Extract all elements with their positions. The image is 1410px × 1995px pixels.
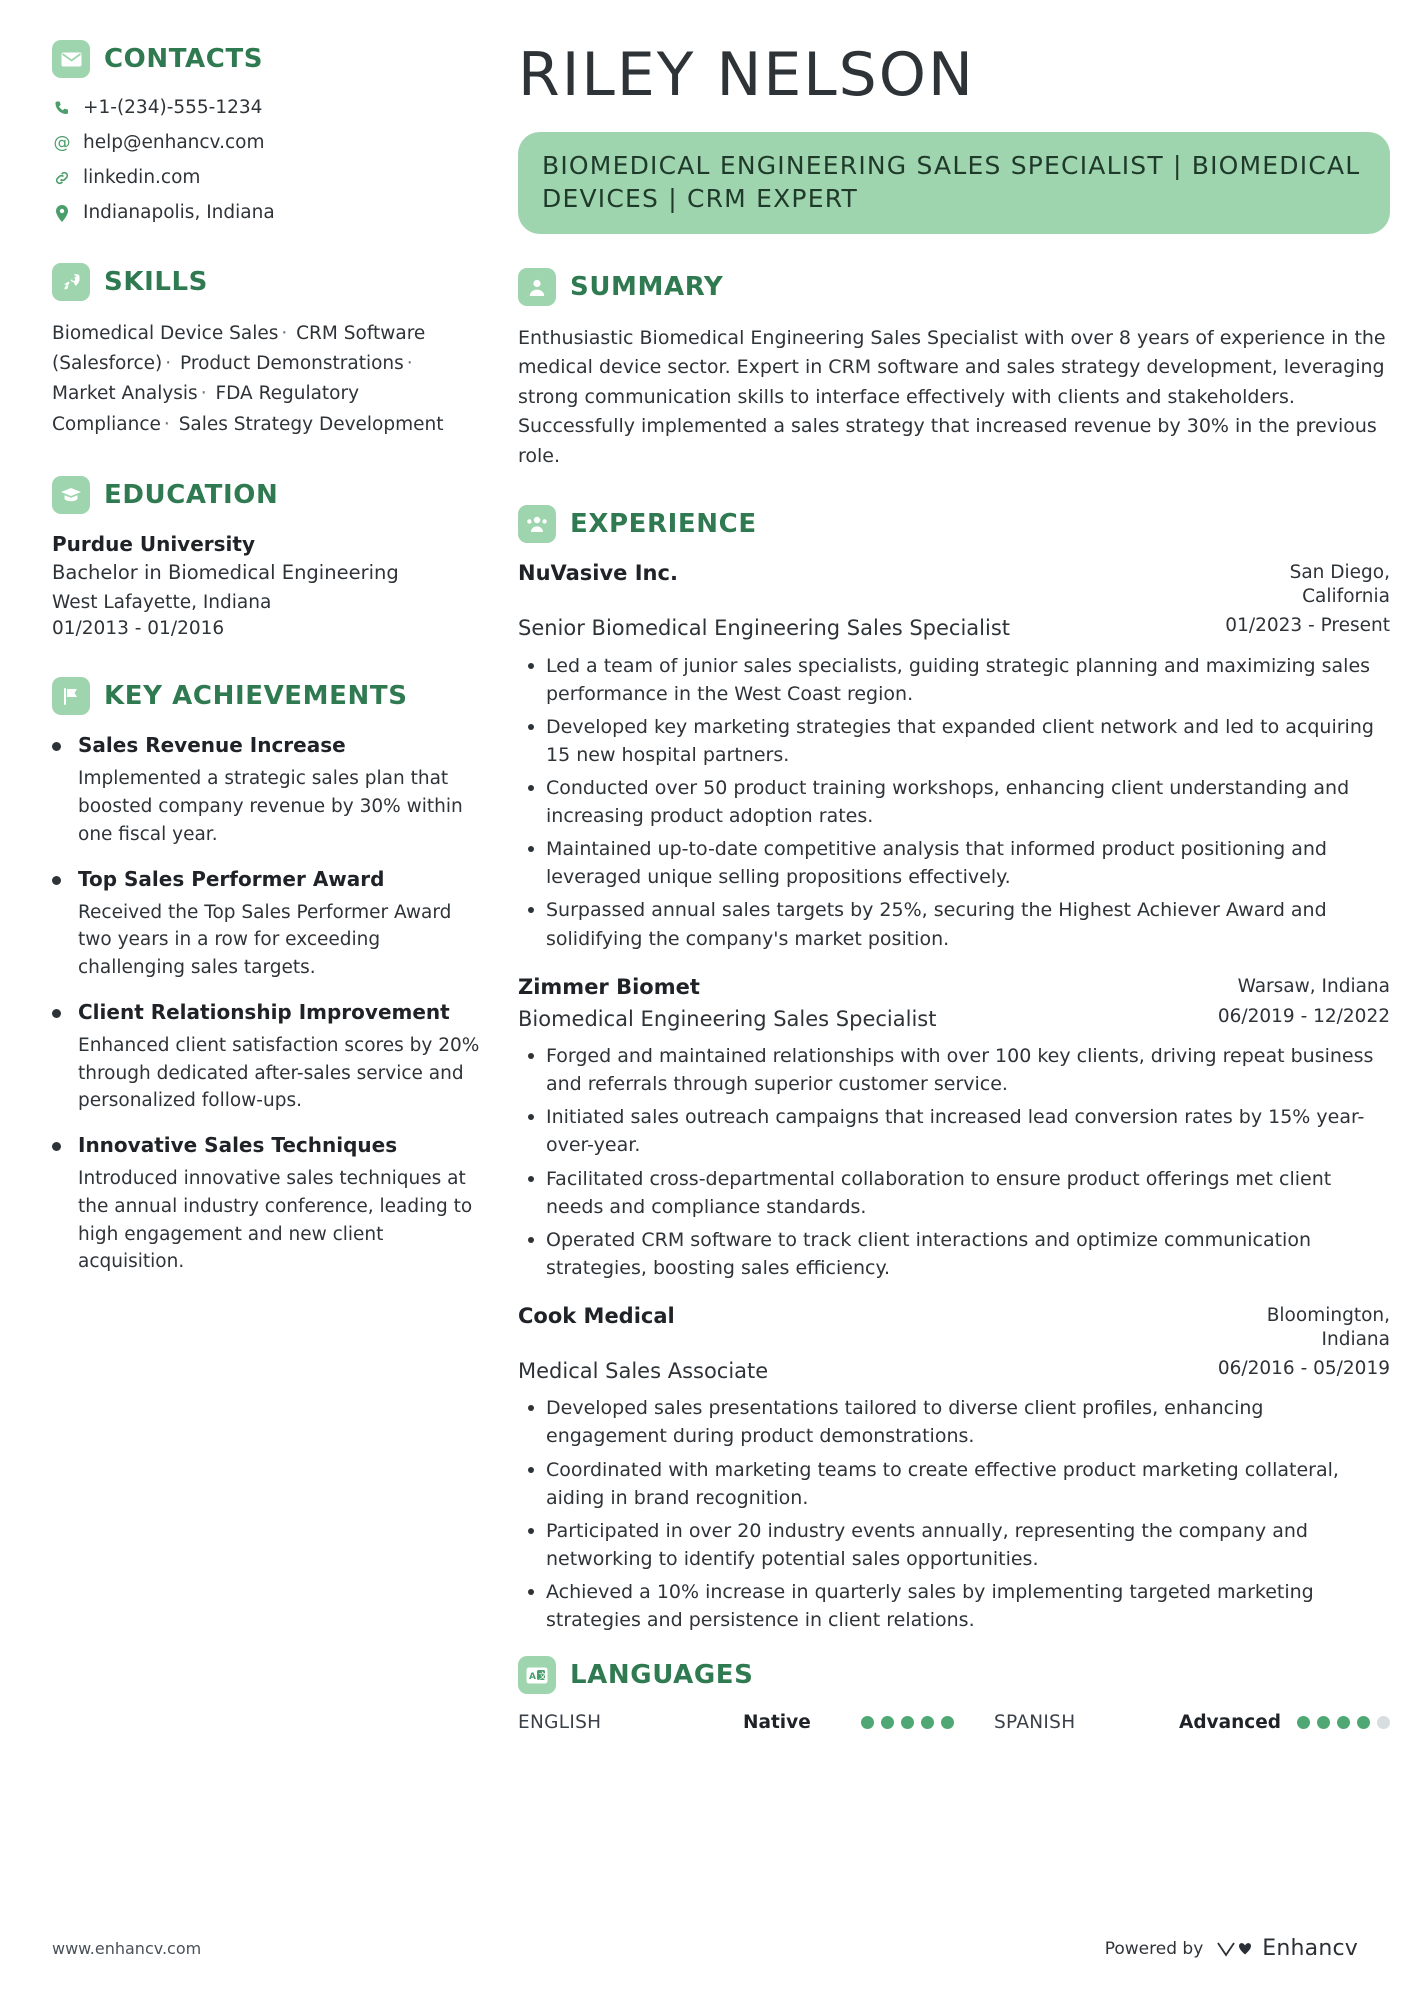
skills-title: SKILLS: [104, 267, 209, 298]
achievement-description: Received the Top Sales Performer Award two years in a row for exceeding challenging sales targets.: [78, 901, 452, 979]
footer-branding: [1105, 1936, 1358, 1961]
job-bullet: Coordinated with marketing teams to create effective product marketing collateral, aiding in brand recognition.: [544, 1456, 1390, 1512]
language-level: Native: [743, 1712, 811, 1734]
job-bullet: Achieved a 10% increase in quarterly sales by implementing targeted marketing strategies and persistence in client relations.: [544, 1578, 1390, 1634]
skills-section-header: [52, 263, 482, 301]
achievement-item: [52, 733, 482, 848]
main-content: [512, 40, 1390, 1733]
job-bullet: Developed sales presentations tailored to diverse client profiles, enhancing engagement during product demonstrations.: [544, 1394, 1390, 1450]
achievement-title: Sales Revenue Increase: [78, 733, 346, 758]
bullet-icon: [52, 1142, 66, 1276]
graduation-cap-icon: [52, 476, 90, 514]
bullet-icon: [52, 742, 66, 848]
contact-link-value: linkedin.com: [83, 167, 201, 189]
language-name: ENGLISH: [518, 1712, 602, 1734]
rocket-icon: [52, 263, 90, 301]
contact-email-value: help@enhancv.com: [83, 132, 265, 154]
contact-location: [52, 201, 482, 225]
experience-title: EXPERIENCE: [570, 509, 757, 540]
translate-icon: [518, 1656, 556, 1694]
education-section-header: [52, 476, 482, 514]
skill-item: Product Demonstrations: [180, 353, 404, 375]
job-bullet: Operated CRM software to track client interactions and optimize communication strategies, boosting sales efficiency.: [544, 1226, 1390, 1282]
job-bullet: Led a team of junior sales specialists, guiding strategic planning and maximizing sales performance in the West Coast region.: [544, 652, 1390, 708]
at-sign-icon: @: [53, 133, 71, 154]
job-location: Warsaw, Indiana: [1237, 975, 1390, 997]
job-bullets: [518, 1394, 1390, 1634]
job-bullet: Conducted over 50 product training workshops, enhancing client understanding and increasing product adoption rates.: [544, 774, 1390, 830]
job-bullets: [518, 1042, 1390, 1282]
sidebar: [52, 40, 512, 1294]
achievement-title: Top Sales Performer Award: [78, 866, 385, 891]
job-bullet: Forged and maintained relationships with over 100 key clients, driving repeat business and referrals through superior customer service.: [544, 1042, 1390, 1098]
job-dates: 06/2019 - 12/2022: [1217, 1005, 1390, 1027]
powered-by-label: Powered by: [1104, 1938, 1204, 1959]
education-entry: [52, 532, 482, 642]
skill-item: FDA Regulatory Compliance: [52, 383, 360, 435]
education-school: Purdue University: [52, 531, 255, 556]
language-level: Advanced: [1179, 1712, 1282, 1734]
page-footer: [52, 1936, 1358, 1961]
job-bullets: [518, 652, 1390, 953]
summary-text: Enthusiastic Biomedical Engineering Sales Specialist with over 8 years of experience in the medical device sector. Expert in CRM software and sales strategy development, leveraging strong communication skills to interface effectively with clients and stakeholders. Successfully implemented a sales strategy that increased revenue by 30% in the previous role.: [518, 327, 1386, 467]
education-dates: 01/2013 - 01/2016: [52, 617, 225, 639]
achievement-title: Innovative Sales Techniques: [78, 1133, 398, 1158]
job-role: Medical Sales Associate: [518, 1359, 769, 1384]
experience-entry: [518, 1304, 1390, 1384]
job-dates: 06/2016 - 05/2019: [1217, 1358, 1390, 1380]
languages-title: LANGUAGES: [570, 1660, 754, 1691]
enhancv-brand-name: Enhancv: [1262, 1936, 1358, 1961]
headline-text: BIOMEDICAL ENGINEERING SALES SPECIALIST | BIOMEDICAL DEVICES | CRM EXPERT: [542, 151, 1361, 213]
job-dates: 01/2023 - Present: [1225, 615, 1390, 637]
skill-item: Biomedical Device Sales: [52, 323, 279, 345]
candidate-name: RILEY NELSON: [518, 40, 975, 110]
achievement-description: Implemented a strategic sales plan that boosted company revenue by 30% within one fiscal year.: [78, 768, 463, 845]
language-name: SPANISH: [994, 1712, 1076, 1734]
job-bullet: Maintained up-to-date competitive analysis that informed product positioning and leveraged unique selling propositions effectively.: [544, 835, 1390, 891]
achievements-section-header: [52, 677, 482, 715]
job-role: Biomedical Engineering Sales Specialist: [518, 1006, 937, 1031]
job-bullet: Facilitated cross-departmental collaboration to ensure product offerings met client needs and compliance standards.: [544, 1165, 1390, 1221]
contact-link[interactable]: [52, 166, 482, 190]
job-location: Bloomington, Indiana: [1266, 1304, 1390, 1350]
svg-text:文: 文: [538, 1671, 547, 1681]
people-icon: [518, 505, 556, 543]
enhancv-logo-icon: [1215, 1936, 1358, 1961]
education-location: West Lafayette, Indiana: [52, 591, 272, 613]
achievement-item: [52, 1000, 482, 1115]
contact-location-value: Indianapolis, Indiana: [83, 202, 275, 224]
skill-item: Market Analysis: [52, 383, 198, 405]
job-company: Zimmer Biomet: [518, 974, 700, 999]
experience-entry: [518, 975, 1390, 1032]
contact-list: [52, 96, 482, 225]
job-role: Senior Biomedical Engineering Sales Specialist: [518, 616, 1011, 641]
bullet-icon: [52, 1009, 66, 1115]
contacts-section-header: [52, 40, 482, 78]
link-icon: [52, 170, 72, 186]
achievement-item: [52, 1133, 482, 1276]
experience-section-header: [518, 505, 1390, 543]
bullet-icon: [52, 876, 66, 982]
resume-columns: [52, 40, 1390, 1734]
job-company: Cook Medical: [518, 1303, 675, 1328]
achievement-title: Client Relationship Improvement: [78, 999, 450, 1024]
summary-title: SUMMARY: [570, 272, 724, 302]
language-proficiency-dots: [861, 1716, 954, 1729]
education-degree: Bachelor in Biomedical Engineering: [52, 560, 399, 584]
experience-entry: [518, 561, 1390, 641]
contact-phone: [52, 96, 482, 120]
achievements-title: KEY ACHIEVEMENTS: [104, 681, 408, 712]
contacts-title: CONTACTS: [104, 44, 264, 74]
achievement-item: [52, 867, 482, 982]
flag-icon: [52, 677, 90, 715]
job-bullet: Participated in over 20 industry events annually, representing the company and networking to identify potential sales opportunities.: [544, 1517, 1390, 1573]
skill-item: CRM Software (Salesforce): [52, 323, 426, 375]
headline-banner: [518, 132, 1390, 234]
achievement-description: Enhanced client satisfaction scores by 20% through dedicated after-sales service and personalized follow-ups.: [78, 1034, 480, 1112]
job-company: NuVasive Inc.: [518, 561, 678, 586]
skills-list: Biomedical Device Sales · CRM Software (Salesforce) · Product Demonstrations · Market Analysis · FDA Regulatory Compliance · Sales Strategy Development: [52, 323, 444, 435]
education-title: EDUCATION: [104, 479, 279, 510]
job-bullet: Initiated sales outreach campaigns that increased lead conversion rates by 15% year-over-year.: [544, 1103, 1390, 1159]
person-icon: [518, 268, 556, 306]
job-bullet: Surpassed annual sales targets by 25%, securing the Highest Achiever Award and solidifying the company's market position.: [544, 896, 1390, 952]
location-pin-icon: [52, 205, 72, 222]
contact-phone-value: +1-(234)-555-1234: [83, 97, 263, 118]
languages-section-header: [518, 1656, 1390, 1694]
achievement-description: Introduced innovative sales techniques at the annual industry conference, leading to high engagement and new client acquisition.: [78, 1168, 473, 1273]
skill-item: Sales Strategy Development: [178, 413, 444, 435]
phone-icon: [52, 100, 72, 116]
footer-website[interactable]: www.enhancv.com: [52, 1939, 202, 1958]
email-envelope-icon: [52, 40, 90, 78]
language-proficiency-dots: [1297, 1716, 1390, 1729]
job-location: San Diego, California: [1289, 562, 1390, 608]
summary-section-header: [518, 268, 1390, 306]
contact-email: [52, 131, 482, 155]
svg-text:A: A: [529, 1671, 536, 1682]
job-bullet: Developed key marketing strategies that expanded client network and led to acquiring 15 new hospital partners.: [544, 713, 1390, 769]
language-row: [518, 1712, 1390, 1733]
